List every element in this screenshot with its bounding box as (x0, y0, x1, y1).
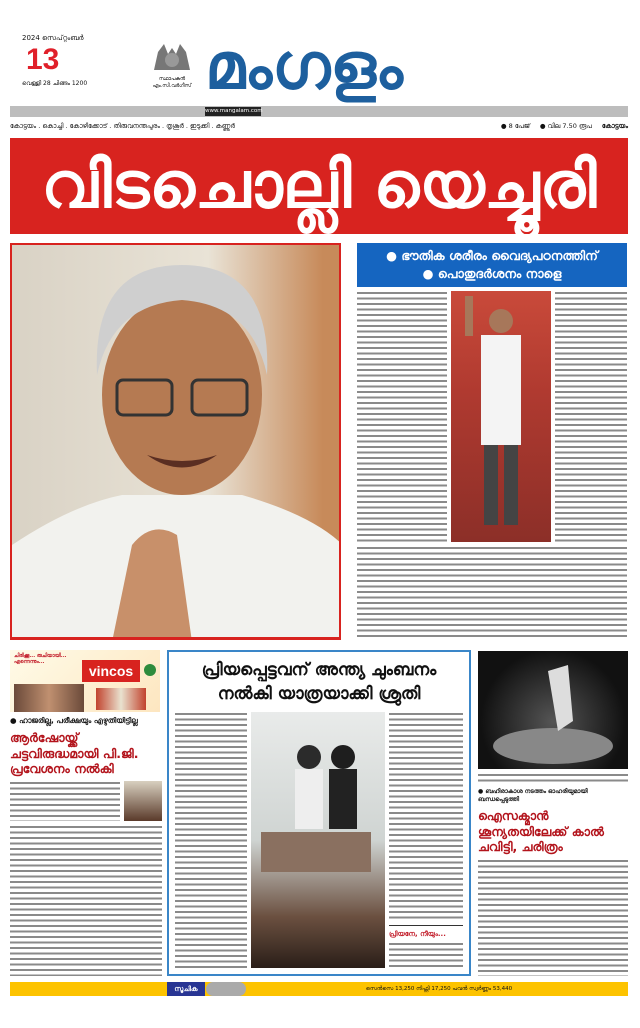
mid-subhead: പ്രിയനേ, നീയും... (389, 930, 446, 938)
lead-photo (10, 243, 341, 640)
page-count: ● 8 പേജ് (500, 122, 530, 130)
vincos-advertisement[interactable] (10, 650, 160, 712)
right-kicker: ● ബഹിരാകാശ നടത്തം ഓഹരിയുമായി ബന്ധപ്പെടുത്തി (478, 788, 588, 803)
ad-people-image (14, 684, 84, 712)
city-strip (10, 119, 628, 133)
spacewalk-image (478, 651, 628, 769)
price: ● വില 7.50 രൂപ (539, 122, 592, 130)
certification-badge-icon (144, 664, 156, 676)
ad-product-image (96, 688, 146, 710)
index-label: സൂചിക (167, 982, 205, 996)
mourning-image (251, 712, 385, 927)
edition-cities: കോട്ടയം . കൊച്ചി . കോഴിക്കോട് . തിരുവനന്തപുരം . തൃശൂർ . ഇടുക്കി . കണ്ണൂർ (10, 122, 235, 130)
lead-rally-photo (451, 291, 551, 542)
emblem-icon (148, 40, 196, 74)
ad-brand: vincos (82, 660, 140, 682)
rally-image (451, 291, 551, 538)
website-link[interactable]: www.mangalam.com (205, 108, 263, 114)
edition-name: കോട്ടയം (601, 122, 628, 130)
lead-subheads (357, 243, 627, 287)
mid-photo (251, 712, 385, 968)
lead-article-col2 (555, 291, 627, 542)
date-year-month: 2024 സെപ്റ്റംബർ (22, 34, 84, 42)
left-article-body (10, 825, 162, 976)
mid-article-end (389, 942, 463, 968)
right-photo (478, 651, 628, 769)
lead-article-bottom (357, 546, 627, 640)
founder-credit: സ്ഥാപകൻ എം.സി.വർഗീസ് (152, 76, 192, 89)
left-headline: ആർഷോയ്ക്ക് ചട്ടവിരുദ്ധമായി പി.ജി. പ്രവേശനം നൽകി (10, 730, 139, 777)
right-story (478, 651, 628, 976)
divider (389, 925, 463, 926)
lead-headline: വിടചൊല്ലി യെച്ചൂരി (10, 138, 628, 234)
mid-headline: പ്രിയപ്പെട്ടവന് അന്ത്യ ചുംബനം നൽകി യാത്രയാക്കി ശ്രുതി (201, 660, 437, 704)
masthead-bar (10, 106, 628, 117)
lead-subhead-2: ● പൊതുദർശനം നാളെ (422, 266, 562, 281)
right-photo-caption (478, 773, 628, 784)
portrait-image (12, 245, 341, 640)
ad-tagline: ചിരിക്കൂ... രുചിയായി... എന്നെന്നും... (14, 653, 67, 665)
lead-subhead-1: ● ഭൗതിക ശരീരം വൈദ്യപഠനത്തിന് (386, 248, 598, 263)
market-index: സെൻസെ 13,250 നിഫ്റ്റി 17,250 പവൻ സ്വർണ്ണം 53,440 (365, 986, 513, 992)
mid-story-box (167, 650, 471, 976)
left-article-top (10, 781, 120, 821)
right-article-body (478, 859, 628, 976)
date-weekday: വെള്ളി 28 ചിങ്ങം 1200 (22, 80, 88, 87)
left-author-photo (124, 781, 162, 821)
lead-article-col1 (357, 291, 447, 542)
date-day: 13 (26, 43, 60, 76)
mid-article-col2 (389, 712, 463, 922)
left-story (10, 650, 162, 976)
index-pill (206, 982, 246, 996)
lead-article (357, 243, 627, 640)
newspaper-logo: മംഗളം (205, 30, 403, 104)
mid-article-col1 (175, 712, 247, 968)
left-kicker: ● ഹാജരില്ല, പരീക്ഷയും എഴുതിയിട്ടില്ല (10, 716, 138, 725)
right-headline: ഐസക്മാൻ ശൂന്യതയിലേക്ക് കാൽ ചവിട്ടി, ചരിത്രം (478, 808, 604, 855)
